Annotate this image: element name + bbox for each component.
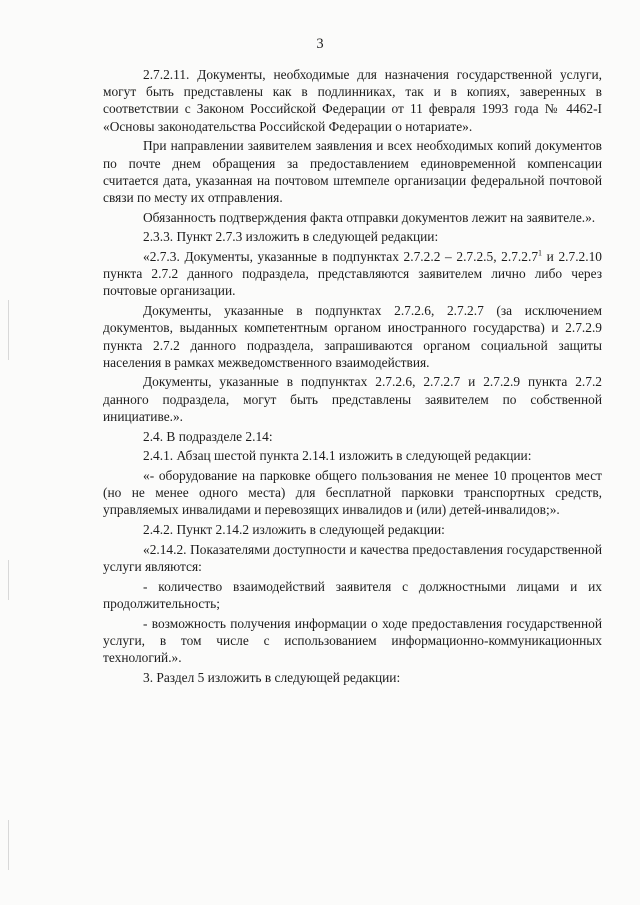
paragraph-parking: «- оборудование на парковке общего пользования не менее 10 процентов мест (но не менее одного места) для бесплатной парковки транспортных средств, управляемых инвалидами и перевозящих инвалидов и (или) детей-инвалидов;». <box>103 467 602 518</box>
page-number: 3 <box>316 36 324 52</box>
paragraph-mail-submission: При направлении заявителем заявления и всех необходимых копий документов по почте днем обращения за предоставлением единовременной компенсации считается дата, указанная на почтовом штемпеле организации федеральной почтовой связи по месту их отправления. <box>103 138 602 205</box>
paragraph-2-7-3-part2: и 2.7.2.10 пункта 2.7.2 данного подраздела, представляются заявителем лично либо через почтовые организации. <box>103 249 602 299</box>
scan-mark <box>8 300 9 360</box>
paragraph-interactions-count: - количество взаимодействий заявителя с должностными лицами и их продолжительность; <box>103 578 602 611</box>
paragraph-2-3-3: 2.3.3. Пункт 2.7.3 изложить в следующей редакции: <box>143 229 439 245</box>
paragraph-2-7-3-part1: «2.7.3. Документы, указанные в подпунктах 2.7.2.2 – 2.7.2.5, 2.7.2.7 <box>143 249 539 265</box>
paragraph-2-7-3 <box>103 248 602 300</box>
document-body <box>103 66 602 688</box>
paragraph-section-5: 3. Раздел 5 изложить в следующей редакции: <box>143 669 401 685</box>
scan-mark <box>8 560 9 600</box>
paragraph-2-4: 2.4. В подразделе 2.14: <box>143 428 273 444</box>
paragraph-information-availability: - возможность получения информации о ходе предоставления государственной услуги, в том числе с использованием информационно-коммуникационных технологий.». <box>103 615 602 665</box>
superscript-1: 1 <box>538 248 543 258</box>
paragraph-interagency-request: Документы, указанные в подпунктах 2.7.2.6, 2.7.2.7 (за исключением документов, выданных компетентным органом иностранного государства) и 2.7.2.9 пункта 2.7.2 данного подраздела, запрашиваются органом социальной защиты населения в рамках межведомственного взаимодействия. <box>103 303 602 370</box>
paragraph-2-4-1: 2.4.1. Абзац шестой пункта 2.14.1 изложить в следующей редакции: <box>143 448 532 464</box>
paragraph-own-initiative: Документы, указанные в подпунктах 2.7.2.6, 2.7.2.7 и 2.7.2.9 пункта 2.7.2 данного подраздела, могут быть представлены заявителем по собственной инициативе.». <box>103 374 602 424</box>
scan-mark <box>8 820 9 870</box>
paragraph-proof-obligation: Обязанность подтверждения факта отправки документов лежит на заявителе.». <box>143 209 596 225</box>
paragraph-2-14-2: «2.14.2. Показателями доступности и качества предоставления государственной услуги являются: <box>103 541 602 574</box>
paragraph-2-7-2-11: 2.7.2.11. Документы, необходимые для назначения государственной услуги, могут быть представлены как в подлинниках, так и в копиях, заверенных в соответствии с Законом Российской Федерации от 11 февраля 1993 года № 4462-I «Основы законодательства Российской Федерации о нотариате». <box>103 67 602 134</box>
paragraph-2-4-2: 2.4.2. Пункт 2.14.2 изложить в следующей редакции: <box>143 522 445 538</box>
